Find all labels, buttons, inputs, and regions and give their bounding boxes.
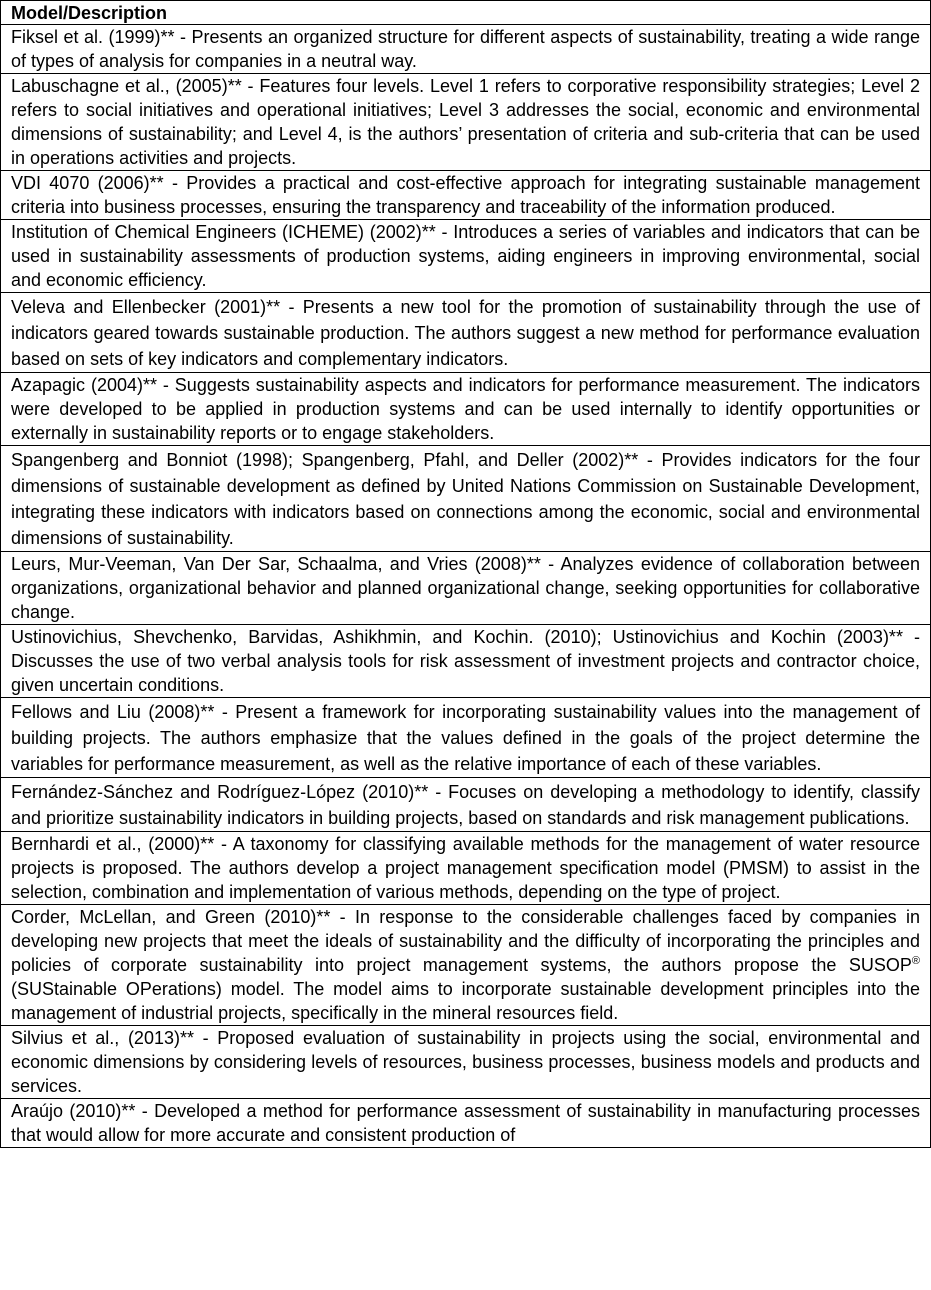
table-row	[1, 698, 931, 778]
table-cell	[1, 220, 931, 293]
table-cell	[1, 446, 931, 552]
table-cell	[1, 625, 931, 698]
table-cell	[1, 293, 931, 373]
table-row	[1, 293, 931, 373]
cell-text: Leurs, Mur-Veeman, Van Der Sar, Schaalma, and Vries (2008)** - Analyzes evidence of collaboration between organizations, organizational behavior and planned organizational change, seeking opportunities for collaborative change.	[11, 554, 920, 622]
cell-text: Araújo (2010)** - Developed a method for performance assessment of sustainability in manufacturing processes that would allow for more accurate and consistent production of	[11, 1101, 920, 1145]
cell-text: Institution of Chemical Engineers (ICHEME) (2002)** - Introduces a series of variables and indicators that can be used in sustainability assessments of production systems, aiding engineers in improving environmental, social and economic efficiency.	[11, 222, 920, 290]
cell-text: Bernhardi et al., (2000)** - A taxonomy for classifying available methods for the management of water resource projects is proposed. The authors develop a project management specification model (PMSM) to assist in the selection, combination and implementation of various methods, depending on the type of project.	[11, 834, 920, 902]
table-cell	[1, 698, 931, 778]
table-cell	[1, 1026, 931, 1099]
cell-text-continued: (SUStainable OPerations) model. The model aims to incorporate sustainable development principles into the management of industrial projects, specifically in the mineral resources field.	[11, 979, 920, 1023]
table-cell	[1, 171, 931, 220]
table-row	[1, 171, 931, 220]
cell-text: Silvius et al., (2013)** - Proposed evaluation of sustainability in projects using the social, environmental and economic dimensions by considering levels of resources, business processes, business models and products and services.	[11, 1028, 920, 1096]
table-cell	[1, 832, 931, 905]
cell-text: Azapagic (2004)** - Suggests sustainability aspects and indicators for performance measurement. The indicators were developed to be applied in production systems and can be used internally to identify opportunities or externally in sustainability reports or to engage stakeholders.	[11, 375, 920, 443]
table-row	[1, 25, 931, 74]
cell-text: Labuschagne et al., (2005)** - Features four levels. Level 1 refers to corporative responsibility strategies; Level 2 refers to social initiatives and operational initiatives; Level 3 addresses the social, economic and environmental dimensions of sustainability; and Level 4, is the authors’ presentation of criteria and sub-criteria that can be used in operations activities and projects.	[11, 76, 920, 168]
cell-text: Ustinovichius, Shevchenko, Barvidas, Ashikhmin, and Kochin. (2010); Ustinovichius and Kochin (2003)** - Discusses the use of two verbal analysis tools for risk assessment of investment projects and contractor choice, given uncertain conditions.	[11, 627, 920, 695]
table-row	[1, 832, 931, 905]
cell-text: VDI 4070 (2006)** - Provides a practical and cost-effective approach for integrating sustainable management criteria into business processes, ensuring the transparency and traceability of the information produced.	[11, 173, 920, 217]
registered-mark: ®	[911, 955, 920, 967]
cell-text: Fiksel et al. (1999)** - Presents an organized structure for different aspects of sustainability, treating a wide range of types of analysis for companies in a neutral way.	[11, 27, 920, 71]
cell-text: Fellows and Liu (2008)** - Present a framework for incorporating sustainability values into the management of building projects. The authors emphasize that the values defined in the goals of the project determine the variables for performance measurement, as well as the relative importance of each of these variables.	[11, 702, 920, 774]
table-row	[1, 1099, 931, 1148]
column-header-model-description: Model/Description	[1, 1, 931, 25]
table-row	[1, 778, 931, 832]
table-row	[1, 74, 931, 171]
table-row	[1, 552, 931, 625]
cell-text: Corder, McLellan, and Green (2010)** - In response to the considerable challenges faced by companies in developing new projects that meet the ideals of sustainability and the difficulty of incorporating the principles and policies of corporate sustainability into project management systems, the authors propose the SUSOP	[11, 907, 920, 975]
table-header-row	[1, 1, 931, 25]
table-cell	[1, 905, 931, 1026]
table-row	[1, 373, 931, 446]
table-row	[1, 220, 931, 293]
cell-text: Spangenberg and Bonniot (1998); Spangenberg, Pfahl, and Deller (2002)** - Provides indicators for the four dimensions of sustainable development as defined by United Nations Commission on Sustainable Development, integrating these indicators with indicators based on connections among the economic, social and environmental dimensions of sustainability.	[11, 450, 920, 548]
table-cell	[1, 1099, 931, 1148]
cell-text: Veleva and Ellenbecker (2001)** - Presents a new tool for the promotion of sustainability through the use of indicators geared towards sustainable production. The authors suggest a new method for performance evaluation based on sets of key indicators and complementary indicators.	[11, 297, 920, 369]
table-cell	[1, 373, 931, 446]
table-row	[1, 446, 931, 552]
table-cell	[1, 552, 931, 625]
table-cell	[1, 778, 931, 832]
table-row	[1, 1026, 931, 1099]
cell-text: Fernández-Sánchez and Rodríguez-López (2010)** - Focuses on developing a methodology to identify, classify and prioritize sustainability indicators in building projects, based on standards and risk management publications.	[11, 782, 920, 828]
table-row	[1, 905, 931, 1026]
table-cell	[1, 74, 931, 171]
table-cell	[1, 25, 931, 74]
table-row	[1, 625, 931, 698]
